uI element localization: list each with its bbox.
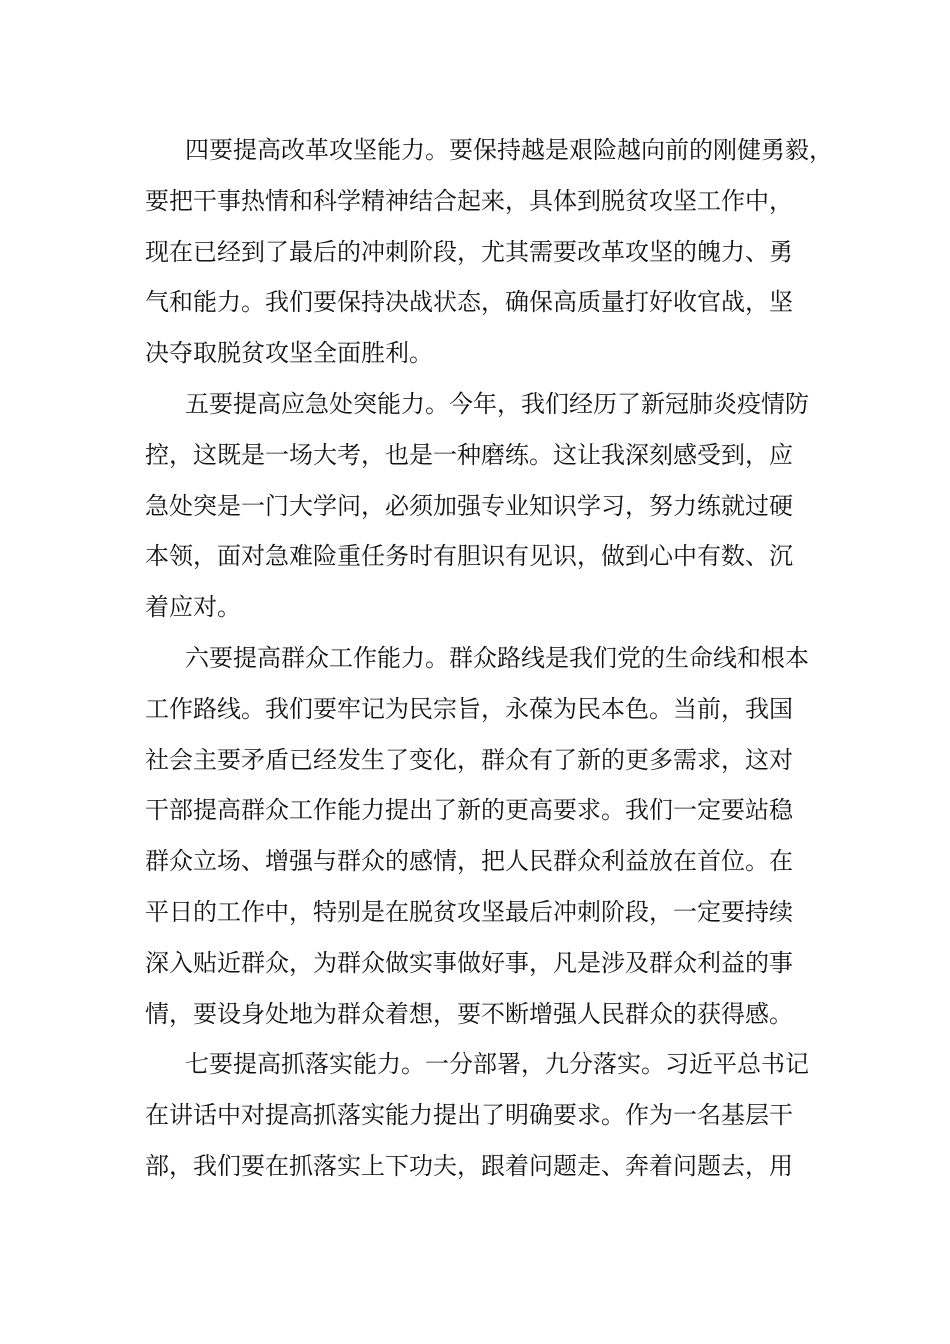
text-line: 四要提高改革攻坚能力。要保持越是艰险越向前的刚健勇毅， (185, 136, 833, 164)
text-line: 工作路线。我们要牢记为民宗旨，永葆为民本色。当前，我国 (145, 694, 793, 723)
document-body (145, 125, 833, 1192)
text-line: 在讲话中对提高抓落实能力提出了明确要求。作为一名基层干 (145, 1101, 793, 1130)
text-line: 要把干事热情和科学精神结合起来，具体到脱贫攻坚工作中， (145, 186, 793, 215)
text-line: 七要提高抓落实能力。一分部署，九分落实。习近平总书记 (185, 1050, 809, 1079)
text-line: 干部提高群众工作能力提出了新的更高要求。我们一定要站稳 (145, 796, 793, 825)
text-line: 着应对。 (145, 593, 241, 622)
text-line: 本领，面对急难险重任务时有胆识有见识，做到心中有数、沉 (145, 542, 793, 571)
text-line: 情，要设身处地为群众着想，要不断增强人民群众的获得感。 (145, 999, 793, 1028)
text-line: 决夺取脱贫攻坚全面胜利。 (145, 339, 433, 368)
text-line: 平日的工作中，特别是在脱贫攻坚最后冲刺阶段，一定要持续 (145, 897, 793, 926)
text-line: 社会主要矛盾已经发生了变化，群众有了新的更多需求，这对 (145, 745, 793, 774)
text-line: 六要提高群众工作能力。群众路线是我们党的生命线和根本 (185, 643, 809, 672)
text-line: 五要提高应急处突能力。今年，我们经历了新冠肺炎疫情防 (185, 389, 809, 418)
text-line: 气和能力。我们要保持决战状态，确保高质量打好收官战，坚 (145, 288, 793, 317)
text-line: 急处突是一门大学问，必须加强专业知识学习，努力练就过硬 (145, 491, 793, 520)
text-line: 群众立场、增强与群众的感情，把人民群众利益放在首位。在 (145, 847, 793, 876)
text-line: 控，这既是一场大考，也是一种磨练。这让我深刻感受到，应 (145, 440, 793, 469)
text-line: 深入贴近群众，为群众做实事做好事，凡是涉及群众利益的事 (145, 948, 793, 977)
text-line: 部，我们要在抓落实上下功夫，跟着问题走、奔着问题去，用 (145, 1151, 793, 1180)
text-line: 现在已经到了最后的冲刺阶段，尤其需要改革攻坚的魄力、勇 (145, 237, 793, 266)
